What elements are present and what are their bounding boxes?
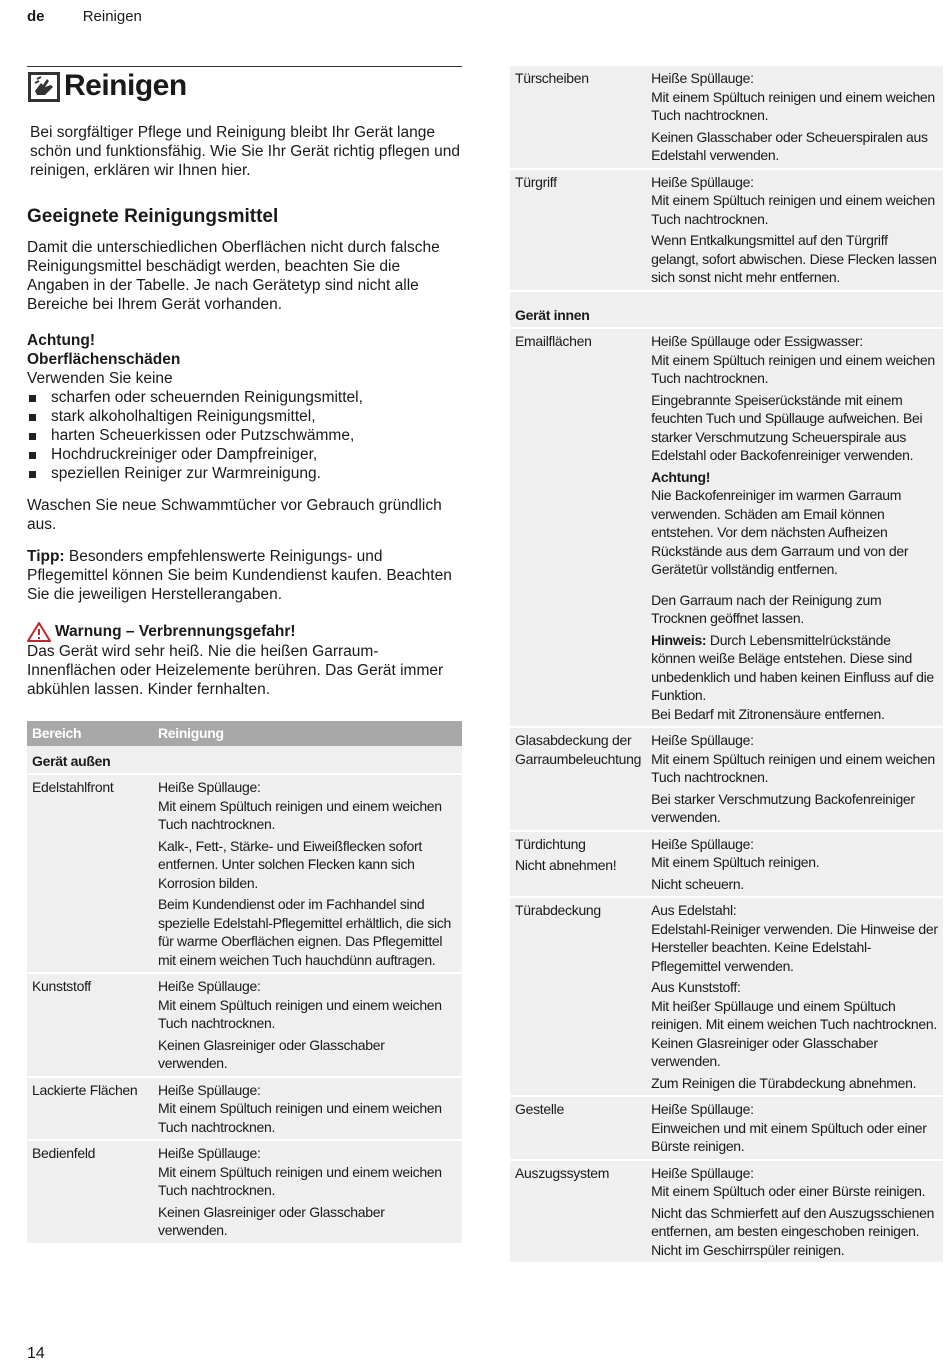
tip-text: Besonders empfehlenswerte Reinigungs- und Pflegemittel können Sie beim Kundendienst kaufen. Beachten Sie die jeweiligen Herstellerangaben. xyxy=(27,548,452,603)
cell-line: Heiße Spüllauge: xyxy=(158,1145,261,1161)
table-row xyxy=(27,774,462,973)
attention-lead: Verwenden Sie keine xyxy=(27,370,173,387)
table-cell-area: Edelstahlfront xyxy=(27,774,153,973)
table-row xyxy=(27,973,462,1077)
cell-line: Heiße Spüllauge: xyxy=(158,779,261,795)
list-item: scharfen oder scheuernden Reinigungsmittel, xyxy=(27,388,462,407)
table-cell-cleaning xyxy=(646,66,943,169)
cell-line: Aus Edelstahl: xyxy=(651,902,737,918)
language-code: de xyxy=(27,8,45,25)
tip-paragraph xyxy=(27,547,462,604)
cleaning-table-left xyxy=(27,721,462,1245)
cell-line: Kalk-, Fett-, Stärke- und Eiweißflecken sofort entfernen. Unter solchen Flecken kann sich Korrosion bilden. xyxy=(158,837,422,891)
cell-line: Mit einem Spültuch reinigen und einem weichen Tuch nachtrocknen. xyxy=(651,88,935,123)
cell-line: Beim Kundendienst oder im Fachhandel sind spezielle Edelstahl-Pflegemittel erhältlich, die sich für warme Oberflächen eignen. Das Pflegemittel mit einem weichen Tuch hauchdünn auftragen. xyxy=(158,896,452,968)
cell-line: Heiße Spüllauge: xyxy=(651,1101,754,1117)
table-cell-cleaning xyxy=(153,774,462,973)
table-cell-area: Bedienfeld xyxy=(27,1140,153,1244)
table-header-cleaning: Reinigung xyxy=(153,721,462,746)
header-section: Reinigen xyxy=(82,8,142,25)
warning-title-text: Warnung – Verbrennungsgefahr! xyxy=(55,623,296,640)
cell-line: Mit einem Spültuch reinigen und einem weichen Tuch nachtrocknen. xyxy=(158,1163,442,1198)
intro-text: Bei sorgfältiger Pflege und Reinigung bleibt Ihr Gerät lange schön und funktionsfähig. Wie Sie Ihr Gerät richtig pflegen und reinigen, erklären wir Ihnen hier. xyxy=(30,124,460,179)
table-cell-cleaning xyxy=(153,1140,462,1244)
table-row xyxy=(510,1096,943,1160)
attention-title: Achtung! xyxy=(27,332,96,349)
cell-attention-label: Achtung! xyxy=(651,468,711,485)
cell-line: Heiße Spüllauge: xyxy=(651,835,754,852)
table-row xyxy=(510,897,943,1096)
cell-line: Nicht scheuern. xyxy=(651,875,744,892)
cell-line: Mit heißer Spüllauge und einem Spültuch reinigen. Mit einem weichen Tuch nachtrocknen. Keinen Glasreiniger oder Glasschaber verwenden. xyxy=(651,997,937,1069)
attention-subtitle: Oberflächenschäden xyxy=(27,351,181,368)
list-item: harten Scheuerkissen oder Putzschwämme, xyxy=(27,426,462,445)
cell-line: Heiße Spüllauge: xyxy=(158,1081,261,1098)
cell-line: Mit einem Spültuch reinigen und einem weichen Tuch nachtrocknen. xyxy=(158,996,442,1031)
cell-line: Nie Backofenreiniger im warmen Garraum verwenden. Schäden am Email können entstehen. Vor dem nächsten Aufheizen Rückstände aus dem Garraum und von der Gerätetür vollständig entfernen. xyxy=(651,487,909,577)
table-cell-area xyxy=(510,831,646,898)
title-rule xyxy=(27,66,462,67)
list-item: Hochdruckreiniger oder Dampfreiniger, xyxy=(27,445,462,464)
cell-line: Edelstahl-Reiniger verwenden. Die Hinweise der Hersteller beachten. Keine Edelstahl-Pflegemittel verwenden. xyxy=(651,920,938,974)
cell-line: Mit einem Spültuch reinigen und einem weichen Tuch nachtrocknen. xyxy=(158,1100,442,1135)
page-title: Reinigen xyxy=(64,69,187,102)
table-cell-area: Lackierte Flächen xyxy=(27,1077,153,1141)
table-cell-area: Emailflächen xyxy=(510,328,646,727)
table-cell-cleaning xyxy=(646,169,943,291)
table-row xyxy=(510,328,943,727)
page-number: 14 xyxy=(27,1345,45,1362)
cell-line: Mit einem Spültuch reinigen und einem weichen Tuch nachtrocknen. xyxy=(651,351,935,386)
attention-list xyxy=(27,388,462,483)
hint-label: Hinweis: xyxy=(651,631,707,648)
table-row xyxy=(510,727,943,831)
hint-text: Durch Lebensmittelrückstände können weiße Beläge entstehen. Diese sind unbedenklich und haben keinen Einfluss auf die Funktion. xyxy=(651,631,934,703)
table-cell-area: Gestelle xyxy=(510,1096,646,1160)
area-line: Türdichtung xyxy=(515,835,586,852)
table-row xyxy=(27,1140,462,1244)
table-row xyxy=(510,169,943,291)
table-cell-area: Türgriff xyxy=(510,169,646,291)
cell-line: Bei Bedarf mit Zitronensäure entfernen. xyxy=(651,705,885,722)
table-section-title: Gerät außen xyxy=(27,746,462,775)
cell-line: Keinen Glasschaber oder Scheuerspiralen aus Edelstahl verwenden. xyxy=(651,128,928,163)
cell-line: Heiße Spüllauge: xyxy=(651,1164,754,1181)
wash-note: Waschen Sie neue Schwammtücher vor Gebrauch gründlich aus. xyxy=(27,497,442,533)
list-item: speziellen Reiniger zur Warmreinigung. xyxy=(27,464,462,483)
cell-line: Wenn Entkalkungsmittel auf den Türgriff gelangt, sofort abwischen. Diese Flecken lassen sich sonst nicht mehr entfernen. xyxy=(651,232,937,285)
left-column xyxy=(27,66,462,1245)
list-item: stark alkoholhaltigen Reinigungsmittel, xyxy=(27,407,462,426)
cell-line: Mit einem Spültuch reinigen und einem weichen Tuch nachtrocknen. xyxy=(158,797,442,832)
cell-line: Bei starker Verschmutzung Backofenreiniger verwenden. xyxy=(651,790,915,825)
table-cell-area: Auszugssystem xyxy=(510,1160,646,1264)
cell-line: Mit einem Spültuch reinigen und einem weichen Tuch nachtrocknen. xyxy=(651,750,935,785)
cell-line: Keinen Glasreiniger oder Glasschaber verwenden. xyxy=(158,1203,385,1238)
right-column xyxy=(510,66,943,1264)
table-cell-cleaning xyxy=(646,1160,943,1264)
warning-title xyxy=(27,622,462,642)
tip-label: Tipp: xyxy=(27,548,65,565)
table-cell-cleaning xyxy=(153,1077,462,1141)
table-cell-cleaning xyxy=(646,831,943,898)
area-line: Nicht abnehmen! xyxy=(515,857,617,873)
table-cell-area: Türabdeckung xyxy=(510,897,646,1096)
page-header xyxy=(27,8,142,25)
cleaning-table-right xyxy=(510,66,943,1264)
cell-line: Mit einem Spültuch reinigen. xyxy=(651,854,820,870)
cell-line: Eingebrannte Speiserückstände mit einem feuchten Tuch und Spüllauge aufweichen. Bei starker Verschmutzung Scheuerspirale aus Edelstahl oder Backofenreiniger verwenden. xyxy=(651,391,923,463)
warning-triangle-icon xyxy=(27,622,51,642)
cell-line: Heiße Spüllauge: xyxy=(158,978,261,994)
warning-text: Das Gerät wird sehr heiß. Nie die heißen Garraum-Innenflächen oder Heizelemente berühren. Das Gerät immer abkühlen lassen. Kinder fernhalten. xyxy=(27,643,444,698)
cell-line: Keinen Glasreiniger oder Glasschaber verwenden. xyxy=(158,1036,385,1071)
table-cell-cleaning xyxy=(646,897,943,1096)
cell-line: Zum Reinigen die Türabdeckung abnehmen. xyxy=(651,1074,917,1091)
cell-line: Nicht das Schmierfett auf den Auszugsschienen entfernen, am besten eingeschoben reinigen. Nicht im Geschirrspüler reinigen. xyxy=(651,1204,935,1258)
table-cell-area: Glasabdeckung der Garraumbeleuchtung xyxy=(510,727,646,831)
cell-line: Heiße Spüllauge oder Essigwasser: xyxy=(651,333,864,349)
title-block xyxy=(27,69,462,103)
table-cell-area: Kunststoff xyxy=(27,973,153,1077)
table-section-row xyxy=(27,746,462,775)
cell-line: Mit einem Spültuch reinigen und einem weichen Tuch nachtrocknen. xyxy=(651,192,935,227)
cell-line: Den Garraum nach der Reinigung zum Trocknen geöffnet lassen. xyxy=(651,591,882,626)
table-cell-cleaning xyxy=(646,727,943,831)
table-header-row xyxy=(27,721,462,746)
table-cell-cleaning xyxy=(646,1096,943,1160)
table-section-row xyxy=(510,291,943,329)
table-cell-cleaning xyxy=(153,973,462,1077)
table-header-area: Bereich xyxy=(27,721,153,746)
cell-line: Heiße Spüllauge: xyxy=(651,70,754,86)
cell-line: Heiße Spüllauge: xyxy=(651,732,754,748)
cleaning-hand-icon xyxy=(27,69,61,103)
cell-line: Einweichen und mit einem Spültuch oder einer Bürste reinigen. xyxy=(651,1119,927,1154)
table-row xyxy=(510,831,943,898)
table-row xyxy=(510,1160,943,1264)
section-text: Damit die unterschiedlichen Oberflächen nicht durch falsche Reinigungsmittel beschädigt werden, beachten Sie die Angaben in der Tabelle. Je nach Gerätetyp sind nicht alle Bereiche bei Ihrem Gerät vorhanden. xyxy=(27,239,440,313)
table-row xyxy=(27,1077,462,1141)
table-cell-area: Türscheiben xyxy=(510,66,646,169)
table-section-title: Gerät innen xyxy=(510,291,943,329)
cell-line: Heiße Spüllauge: xyxy=(651,173,754,190)
cell-line: Mit einem Spültuch oder einer Bürste reinigen. xyxy=(651,1183,926,1199)
table-cell-cleaning xyxy=(646,328,943,727)
table-row xyxy=(510,66,943,169)
cell-hint xyxy=(651,631,938,705)
cell-line: Aus Kunststoff: xyxy=(651,979,741,995)
section-heading: Geeignete Reinigungsmittel xyxy=(27,206,279,227)
